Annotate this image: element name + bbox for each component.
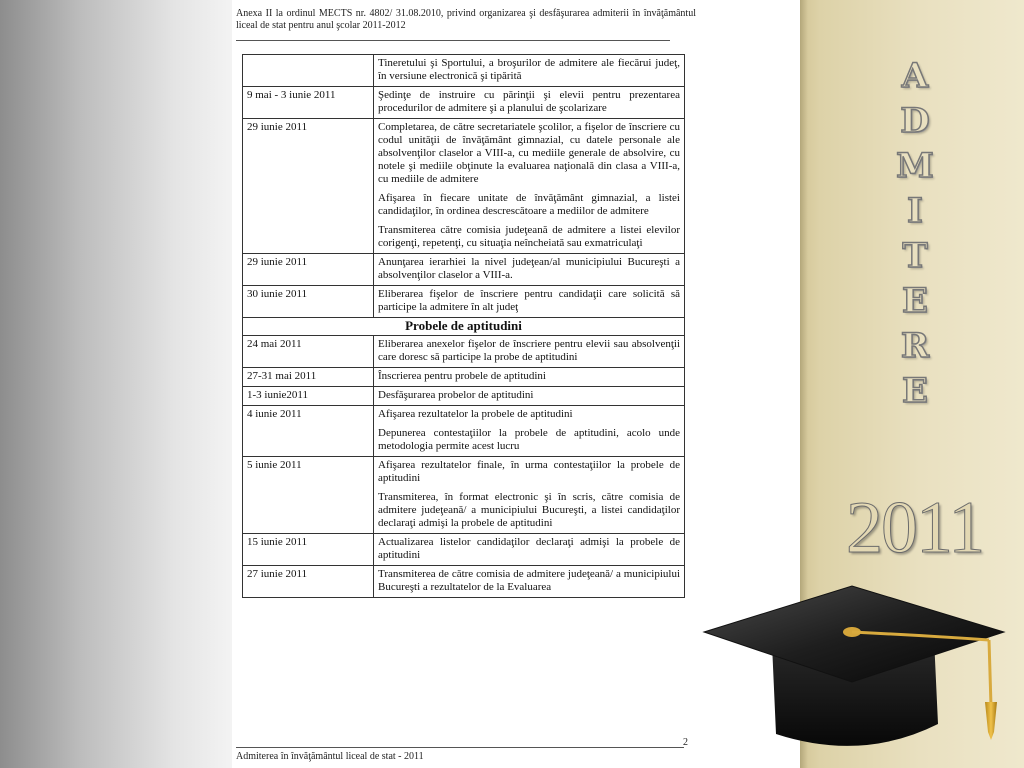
graduation-cap-icon [702, 584, 1012, 768]
description-cell [374, 254, 685, 286]
date-cell [243, 55, 374, 87]
page-number: 2 [683, 737, 688, 748]
date-cell: 29 iunie 2011 [243, 119, 374, 254]
date-cell: 24 mai 2011 [243, 336, 374, 368]
table-row [243, 254, 685, 286]
schedule-table [242, 54, 685, 598]
table-row [243, 286, 685, 318]
date-cell: 29 iunie 2011 [243, 254, 374, 286]
description-paragraph: Eliberarea anexelor fişelor de înscriere pentru elevii sau absolvenţii care doresc să participe la probe de aptitudini [378, 338, 680, 363]
title-letter: T [902, 236, 928, 276]
description-paragraph: Tineretului şi Sportului, a broşurilor de admitere ale fiecărui judeţ, în versiune electronică şi tipărită [378, 57, 680, 82]
description-paragraph: Anunţarea ierarhiei la nivel judeţean/al municipiului Bucureşti a absolvenţilor claselor a VIII-a. [378, 256, 680, 281]
title-letter: A [901, 56, 929, 96]
table-row [243, 566, 685, 598]
date-cell: 15 iunie 2011 [243, 534, 374, 566]
description-paragraph: Completarea, de către secretariatele şcolilor, a fişelor de înscriere cu codul unităţii de învăţământ gimnazial, cu datele personale ale absolvenţilor claselor a VIII-a, cu mediile generale de absolvire, cu notele şi mediile obţinute la evaluarea naţională din clasa a VIII-a, cu mediile de admitere [378, 121, 680, 185]
description-paragraph: Afişarea în fiecare unitate de învăţământ gimnazial, a listei candidaţilor, în ordinea descrescătoare a mediilor de admitere [378, 192, 680, 217]
date-cell: 5 iunie 2011 [243, 457, 374, 534]
description-paragraph: Afişarea rezultatelor finale, în urma contestaţiilor la probele de aptitudini [378, 459, 680, 484]
document-footer: Admiterea în învăţământul liceal de stat - 2011 [236, 751, 424, 762]
vertical-title [885, 54, 945, 414]
title-letter: E [902, 371, 928, 411]
table-row [243, 534, 685, 566]
date-cell: 27-31 mai 2011 [243, 368, 374, 387]
title-letter: I [907, 191, 923, 231]
table-row [243, 406, 685, 457]
description-paragraph: Actualizarea listelor candidaţilor declaraţi admişi la probele de aptitudini [378, 536, 680, 561]
description-cell [374, 457, 685, 534]
table-row [243, 336, 685, 368]
description-cell [374, 119, 685, 254]
table-row [243, 119, 685, 254]
description-paragraph: Transmiterea de către comisia de admitere judeţeană/ a municipiului Bucureşti a rezultatelor de la Evaluarea [378, 568, 680, 593]
description-paragraph: Afişarea rezultatelor la probele de aptitudini [378, 408, 573, 420]
date-cell: 9 mai - 3 iunie 2011 [243, 87, 374, 119]
table-row [243, 368, 685, 387]
date-cell: 4 iunie 2011 [243, 406, 374, 457]
year-label: 2011 [846, 487, 984, 569]
table-row [243, 457, 685, 534]
description-paragraph: Depunerea contestaţiilor la probele de aptitudini, acolo unde metodologia permite acest lucru [378, 427, 680, 452]
description-cell [374, 406, 685, 457]
slide-left-background [0, 0, 232, 768]
description-paragraph: Eliberarea fişelor de înscriere pentru candidaţii care solicită să participe la admitere în alt judeţ [378, 288, 680, 313]
table-row [243, 55, 685, 87]
table-row [243, 87, 685, 119]
description-cell [374, 566, 685, 598]
date-cell: 27 iunie 2011 [243, 566, 374, 598]
title-letter: R [900, 326, 930, 366]
description-cell [374, 534, 685, 566]
date-cell: 1-3 iunie2011 [243, 387, 374, 406]
title-letter: D [900, 101, 930, 141]
description-cell [374, 387, 685, 406]
description-paragraph: Şedinţe de instruire cu părinţii şi elevii pentru prezentarea procedurilor de admitere şi a planului de şcolarizare [378, 89, 680, 114]
table-row [243, 387, 685, 406]
title-letter: M [896, 146, 934, 186]
document-header: Anexa II la ordinul MECTS nr. 4802/ 31.08.2010, privind organizarea şi desfăşurarea admiterii în învăţământul liceal de stat pentru anul şcolar 2011-2012 [236, 8, 696, 31]
description-cell [374, 286, 685, 318]
description-cell [374, 87, 685, 119]
description-paragraph: Transmiterea, în format electronic şi în scris, către comisia de admitere judeţeană/ a municipiului Bucureşti, a listei candidaţilor declaraţi admişi la probele de aptitudini [378, 491, 680, 529]
description-paragraph: Transmiterea către comisia judeţeană de admitere a listei elevilor corigenţi, repetenţi, cu situaţia neîncheiată sau exmatriculaţi [378, 224, 680, 249]
footer-divider [236, 747, 684, 748]
schedule-table-body [243, 55, 685, 598]
date-cell: 30 iunie 2011 [243, 286, 374, 318]
description-cell [374, 336, 685, 368]
description-paragraph: Înscrierea pentru probele de aptitudini [378, 370, 546, 382]
section-header-row [243, 318, 685, 336]
description-cell [374, 368, 685, 387]
section-title: Probele de aptitudini [243, 318, 685, 336]
header-divider [236, 40, 670, 41]
title-letter: E [902, 281, 928, 321]
description-cell [374, 55, 685, 87]
description-paragraph: Desfăşurarea probelor de aptitudini [378, 389, 534, 401]
